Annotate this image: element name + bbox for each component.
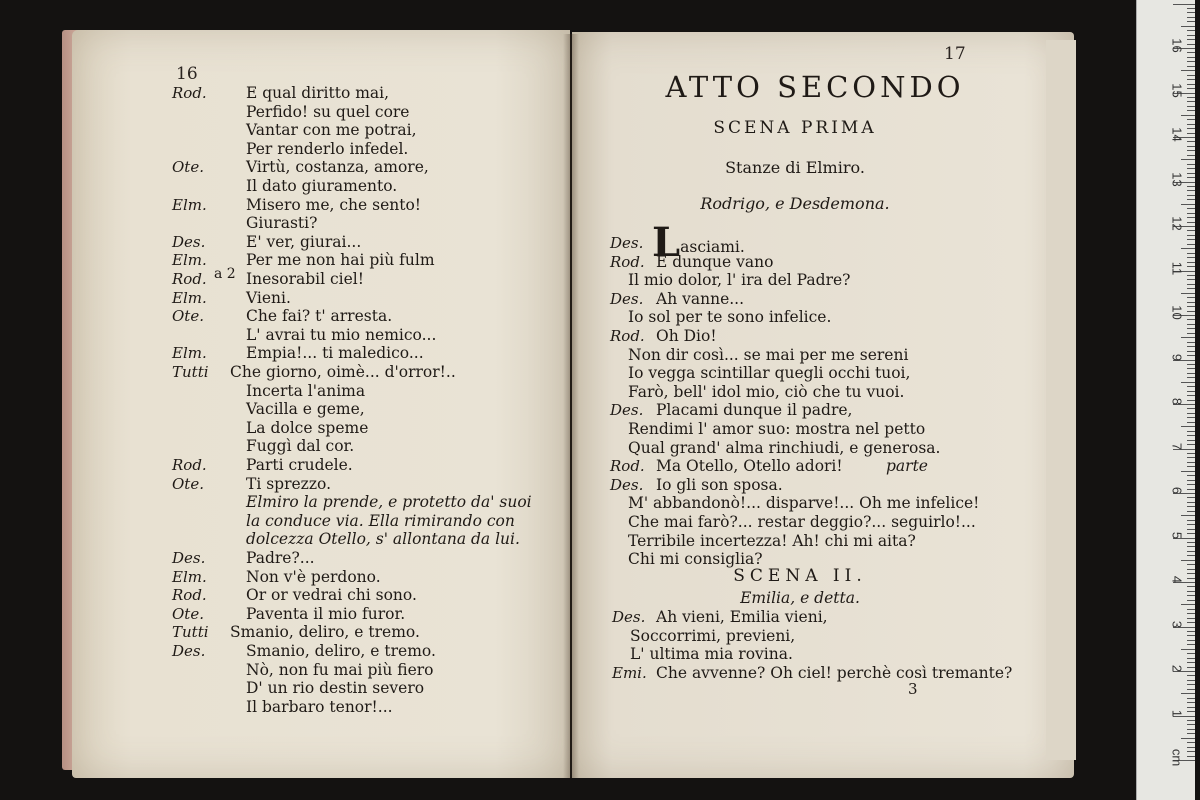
ruler-tick: [1187, 533, 1195, 534]
ruler-tick: [1187, 386, 1195, 387]
ruler-tick: [1187, 195, 1195, 196]
verse-line: D' un rio destin severo: [246, 679, 425, 698]
verse-line: Or or vedrai chi sono.: [246, 586, 417, 605]
ruler-tick: [1187, 586, 1195, 587]
ruler-tick: [1187, 230, 1195, 231]
ruler-label: 12: [1169, 216, 1185, 231]
ruler-tick: [1187, 190, 1195, 191]
verse-line: Placami dunque il padre,: [656, 401, 853, 420]
verse-line: E dunque vano: [656, 252, 774, 271]
ruler-tick: [1181, 471, 1195, 472]
stage-direction: parte: [886, 457, 928, 476]
ruler-tick: [1187, 61, 1195, 62]
ruler-tick: [1187, 75, 1195, 76]
verse-line: Inesorabil ciel!: [246, 270, 364, 288]
ruler-tick: [1181, 70, 1195, 71]
ruler-tick: [1173, 4, 1195, 5]
ruler-label: 11: [1169, 261, 1185, 275]
ruler-tick: [1187, 573, 1195, 574]
ruler-tick: [1187, 177, 1195, 178]
ruler-tick: [1187, 667, 1195, 668]
verse-line: Rendimi l' amor suo: mostra nel petto: [628, 420, 926, 438]
ruler-tick: [1187, 635, 1195, 636]
verse-line: Farò, bell' idol mio, ciò che tu vuoi.: [628, 382, 905, 401]
ruler-tick: [1187, 141, 1195, 142]
characters-line: Rodrigo, e Desdemona.: [700, 194, 890, 213]
verse-line: Elmiro la prende, e protetto da' suoi: [246, 493, 532, 512]
ruler-tick: [1187, 484, 1195, 485]
speaker-label: Des.: [610, 401, 644, 420]
ruler-tick: [1187, 431, 1195, 432]
ruler-label: 8: [1169, 397, 1185, 406]
verse-line: Smanio, deliro, e tremo.: [246, 642, 436, 660]
ruler-tick: [1187, 480, 1195, 481]
speaker-label: Des.: [612, 608, 646, 626]
right-page-number: 17: [944, 44, 966, 64]
ruler-tick: [1187, 199, 1195, 200]
speaker-label: Rod.: [610, 327, 645, 345]
verse-line: Soccorrimi, previeni,: [630, 626, 796, 645]
ruler-tick: [1187, 440, 1195, 441]
ruler-tick: [1187, 333, 1195, 334]
ruler-tick: [1187, 146, 1195, 147]
speaker-label: Tutti: [172, 363, 209, 381]
ruler-tick: [1187, 631, 1195, 632]
ruler-tick: [1187, 391, 1195, 392]
speaker-label: Des.: [610, 475, 644, 494]
verse-line: Io gli son sposa.: [656, 475, 783, 494]
ruler-tick: [1187, 306, 1195, 307]
ruler-tick: [1187, 173, 1195, 174]
ruler-tick: [1187, 57, 1195, 58]
verse-line: Padre?...: [246, 549, 315, 567]
verse-line: Fuggì dal cor.: [246, 437, 355, 456]
ruler-tick: [1187, 239, 1195, 240]
ruler-tick: [1187, 435, 1195, 436]
ruler-tick: [1187, 702, 1195, 703]
ruler-tick: [1187, 422, 1195, 423]
ruler-tick: [1187, 101, 1195, 102]
ruler-tick: [1187, 506, 1195, 507]
ruler-tick: [1187, 529, 1195, 530]
ruler-tick: [1187, 328, 1195, 329]
ruler-tick: [1187, 150, 1195, 151]
verse-line: Vieni.: [246, 288, 291, 307]
ruler-tick: [1187, 613, 1195, 614]
ruler-tick: [1181, 337, 1195, 338]
ruler-tick: [1181, 204, 1195, 205]
ruler-tick: [1187, 222, 1195, 223]
verse-line: Paventa il mio furor.: [246, 604, 406, 623]
ruler-tick: [1187, 707, 1195, 708]
ruler-tick: [1187, 17, 1195, 18]
ruler-label: 1: [1169, 709, 1185, 717]
act-title: ATTO SECONDO: [665, 70, 965, 104]
verse-line: Parti crudele.: [246, 456, 353, 474]
verse-line: Per me non hai più fulm: [246, 251, 435, 270]
ruler-tick: [1181, 426, 1195, 427]
ruler-tick: [1187, 680, 1195, 681]
ruler-label: 10: [1169, 305, 1185, 320]
ruler-tick: [1187, 720, 1195, 721]
speaker-label: Rod.: [172, 586, 207, 605]
ruler-label: 9: [1169, 353, 1185, 361]
ruler-tick: [1187, 733, 1195, 734]
verse-line: Giurasti?: [246, 214, 318, 233]
ruler-tick: [1187, 288, 1195, 289]
ruler-tick: [1187, 489, 1195, 490]
ruler-tick: [1187, 591, 1195, 592]
ruler-tick: [1187, 213, 1195, 214]
ruler-tick: [1187, 297, 1195, 298]
verse-line: Il mio dolor, l' ira del Padre?: [628, 271, 851, 290]
ruler-tick: [1187, 66, 1195, 67]
speaker-label: Des.: [172, 232, 206, 251]
verse-line: L' avrai tu mio nemico...: [246, 325, 437, 344]
ruler-tick: [1187, 79, 1195, 80]
ruler-tick: [1187, 128, 1195, 129]
speaker-label: Des.: [610, 234, 644, 252]
ruler-label: 6: [1169, 486, 1185, 495]
verse-line: Ah vieni, Emilia vieni,: [656, 608, 828, 626]
ruler-tick: [1181, 293, 1195, 294]
ruler-tick: [1181, 26, 1195, 27]
ruler-tick: [1187, 110, 1195, 111]
ruler-tick: [1187, 408, 1195, 409]
ruler-tick: [1187, 30, 1195, 31]
ruler-tick: [1181, 693, 1195, 694]
ruler-tick: [1187, 44, 1195, 45]
ruler-tick: [1187, 88, 1195, 89]
speaker-label: Ote.: [172, 158, 204, 177]
ruler-tick: [1187, 244, 1195, 245]
verse-line: Oh Dio!: [656, 327, 717, 345]
verse-line-rest: asciami.: [680, 238, 745, 256]
verse-line: Incerta l'anima: [246, 381, 366, 400]
ruler-tick: [1187, 618, 1195, 619]
ruler-tick: [1187, 524, 1195, 525]
ruler-tick: [1187, 124, 1195, 125]
ruler-tick: [1181, 560, 1195, 561]
ruler-tick: [1187, 342, 1195, 343]
ruler-tick: [1187, 457, 1195, 458]
ruler-tick: [1187, 12, 1195, 13]
ruler-tick: [1187, 279, 1195, 280]
ruler-tick: [1187, 569, 1195, 570]
ruler-tick: [1187, 747, 1195, 748]
ruler-label: 3: [1169, 620, 1185, 628]
ruler-tick: [1187, 217, 1195, 218]
ruler-tick: [1187, 578, 1195, 579]
ruler-tick: [1187, 275, 1195, 276]
ruler-tick: [1187, 155, 1195, 156]
ruler-label: 15: [1169, 82, 1185, 98]
ruler-tick: [1187, 302, 1195, 303]
ruler-tick: [1181, 159, 1195, 160]
ruler-tick: [1187, 453, 1195, 454]
ruler-tick: [1187, 742, 1195, 743]
ruler-tick: [1181, 382, 1195, 383]
ruler-tick: [1187, 133, 1195, 134]
ruler-tick: [1187, 564, 1195, 565]
speaker-label: Ote.: [172, 604, 204, 623]
speaker-label: Emi.: [612, 663, 647, 682]
speaker-label: Tutti: [172, 623, 209, 642]
ruler-label: 7: [1169, 442, 1185, 450]
ruler-label: 5: [1169, 531, 1185, 539]
ruler-label: 14: [1169, 127, 1185, 142]
ruler-tick: [1187, 698, 1195, 699]
page-edge-right: [1046, 40, 1076, 760]
ruler-tick: [1187, 235, 1195, 236]
speaker-label: Elm.: [172, 567, 207, 586]
ruler-tick: [1187, 186, 1195, 187]
scene2-title: SCENA II.: [733, 566, 867, 586]
ruler-tick: [1187, 600, 1195, 601]
ruler-tick: [1187, 444, 1195, 445]
ruler-label: 16: [1169, 38, 1185, 53]
verse-line: Perfido! su quel core: [246, 102, 410, 121]
ruler-tick: [1181, 515, 1195, 516]
drop-cap: L: [652, 219, 681, 266]
verse-line: Empia!... ti maledico...: [246, 344, 424, 363]
speaker-label: Elm.: [172, 195, 207, 214]
speaker-label: Rod.: [172, 270, 207, 288]
ruler-tick: [1187, 319, 1195, 320]
verse-line: Chi mi consiglia?: [628, 550, 763, 569]
verse-line: Che avvenne? Oh ciel! perchè così tremante?: [656, 663, 1013, 682]
ruler-tick: [1181, 649, 1195, 650]
speaker-label: Rod.: [610, 252, 645, 271]
ruler-tick: [1187, 364, 1195, 365]
ruler-label: cm: [1169, 748, 1185, 767]
verse-line: Io sol per te sono infelice.: [628, 308, 832, 327]
speaker-label: Rod.: [172, 84, 207, 102]
ruler-tick: [1187, 640, 1195, 641]
ruler-tick: [1187, 284, 1195, 285]
ruler-tick: [1187, 546, 1195, 547]
speaker-label: Elm.: [172, 344, 207, 363]
scene2-characters: Emilia, e detta.: [740, 589, 860, 607]
speaker-label: Elm.: [172, 251, 207, 270]
ruler-tick: [1187, 35, 1195, 36]
speaker-label: Des.: [172, 549, 206, 567]
ruler-tick: [1187, 729, 1195, 730]
ruler-tick: [1187, 368, 1195, 369]
ruler-tick: [1187, 711, 1195, 712]
ruler-tick: [1187, 373, 1195, 374]
verse-line: Virtù, costanza, amore,: [246, 158, 429, 177]
speaker-label: Rod.: [610, 457, 645, 476]
ruler-tick: [1187, 413, 1195, 414]
verse-line: Ma Otello, Otello adori!: [656, 457, 843, 476]
ruler-tick: [1187, 377, 1195, 378]
verse-line: Non v'è perdono.: [246, 567, 381, 586]
setting-line: Stanze di Elmiro.: [725, 158, 865, 177]
scene-title: SCENA PRIMA: [713, 118, 877, 138]
verse-line: Non dir così... se mai per me sereni: [628, 345, 909, 364]
a2-mark: a 2: [214, 266, 236, 282]
ruler-tick: [1187, 462, 1195, 463]
left-page-number: 16: [176, 64, 198, 84]
ruler-tick: [1187, 257, 1195, 258]
ruler-tick: [1187, 675, 1195, 676]
ruler-tick: [1187, 262, 1195, 263]
book-gutter: [563, 34, 579, 778]
ruler-tick: [1187, 520, 1195, 521]
ruler-tick: [1187, 595, 1195, 596]
ruler-tick: [1187, 542, 1195, 543]
ruler-tick: [1187, 751, 1195, 752]
verse-line: Qual grand' alma rinchiudi, e generosa.: [628, 438, 941, 457]
ruler-tick: [1187, 658, 1195, 659]
verse-line: Per renderlo infedel.: [246, 139, 409, 158]
ruler-tick: [1187, 551, 1195, 552]
ruler-tick: [1187, 622, 1195, 623]
ruler-label: 2: [1169, 664, 1185, 673]
ruler-tick: [1187, 8, 1195, 9]
verse-line: E qual diritto mai,: [246, 84, 390, 102]
verse-line: Il barbaro tenor!...: [246, 697, 393, 716]
ruler-tick: [1187, 266, 1195, 267]
ruler-tick: [1181, 115, 1195, 116]
ruler-tick: [1187, 346, 1195, 347]
speaker-label: Ote.: [172, 474, 204, 493]
ruler-label: 13: [1169, 171, 1185, 187]
verse-line: La dolce speme: [246, 418, 369, 437]
verse-line: Che mai farò?... restar deggio?... seguirlo!...: [628, 513, 976, 531]
ruler-tick: [1181, 604, 1195, 605]
verse-line: Che giorno, oimè... d'orror!..: [230, 363, 456, 381]
verse-line: Misero me, che sento!: [246, 195, 422, 214]
verse-line: Che fai? t' arresta.: [246, 307, 393, 326]
ruler-tick: [1187, 555, 1195, 556]
speaker-label: Des.: [610, 289, 644, 308]
ruler-tick: [1187, 502, 1195, 503]
ruler-tick: [1187, 662, 1195, 663]
ruler-tick: [1187, 609, 1195, 610]
ruler-tick: [1187, 39, 1195, 40]
verse-line: Nò, non fu mai più fiero: [246, 660, 434, 679]
signature-mark: 3: [908, 680, 918, 698]
ruler-tick: [1187, 84, 1195, 85]
verse-line: Smanio, deliro, e tremo.: [230, 623, 420, 642]
ruler-tick: [1187, 52, 1195, 53]
ruler-tick: [1187, 417, 1195, 418]
verse-line: Il dato giuramento.: [246, 177, 398, 195]
ruler-tick: [1187, 466, 1195, 467]
verse-line: Vantar con me potrai,: [246, 121, 417, 140]
verse-line: E' ver, giurai...: [246, 232, 362, 251]
ruler-tick: [1187, 351, 1195, 352]
ruler-tick: [1187, 164, 1195, 165]
measuring-ruler: [1136, 0, 1195, 800]
verse-line: Ti sprezzo.: [246, 474, 332, 493]
ruler-tick: [1187, 689, 1195, 690]
ruler-tick: [1187, 355, 1195, 356]
ruler-tick: [1187, 97, 1195, 98]
ruler-tick: [1187, 106, 1195, 107]
ruler-tick: [1187, 684, 1195, 685]
ruler-tick: [1187, 395, 1195, 396]
ruler-tick: [1187, 208, 1195, 209]
ruler-tick: [1187, 311, 1195, 312]
ruler-tick: [1187, 324, 1195, 325]
ruler-tick: [1187, 644, 1195, 645]
ruler-tick: [1187, 168, 1195, 169]
verse-line: L' ultima mia rovina.: [630, 645, 793, 664]
ruler-tick: [1187, 119, 1195, 120]
speaker-label: Des.: [172, 642, 206, 660]
ruler-tick: [1187, 253, 1195, 254]
verse-line: dolcezza Otello, s' allontana da lui.: [246, 530, 520, 549]
speaker-label: Ote.: [172, 307, 204, 326]
ruler-tick: [1187, 756, 1195, 757]
ruler-tick: [1181, 738, 1195, 739]
ruler-tick: [1187, 21, 1195, 22]
ruler-tick: [1187, 475, 1195, 476]
ruler-label: 4: [1169, 575, 1185, 584]
speaker-label: Elm.: [172, 288, 207, 307]
verse-line: M' abbandonò!... disparve!... Oh me infelice!: [628, 494, 980, 513]
ruler-tick: [1181, 248, 1195, 249]
verse-line: Terribile incertezza! Ah! chi mi aita?: [628, 531, 916, 550]
ruler-tick: [1187, 653, 1195, 654]
verse-line: Io vegga scintillar quegli occhi tuoi,: [628, 364, 911, 383]
verse-line: Vacilla e geme,: [246, 400, 365, 419]
ruler-tick: [1187, 400, 1195, 401]
ruler-tick: [1187, 497, 1195, 498]
verse-line: Ah vanne...: [656, 289, 745, 308]
ruler-tick: [1187, 511, 1195, 512]
verse-line: la conduce via. Ella rimirando con: [246, 511, 515, 530]
speaker-label: Rod.: [172, 456, 207, 474]
ruler-tick: [1187, 724, 1195, 725]
